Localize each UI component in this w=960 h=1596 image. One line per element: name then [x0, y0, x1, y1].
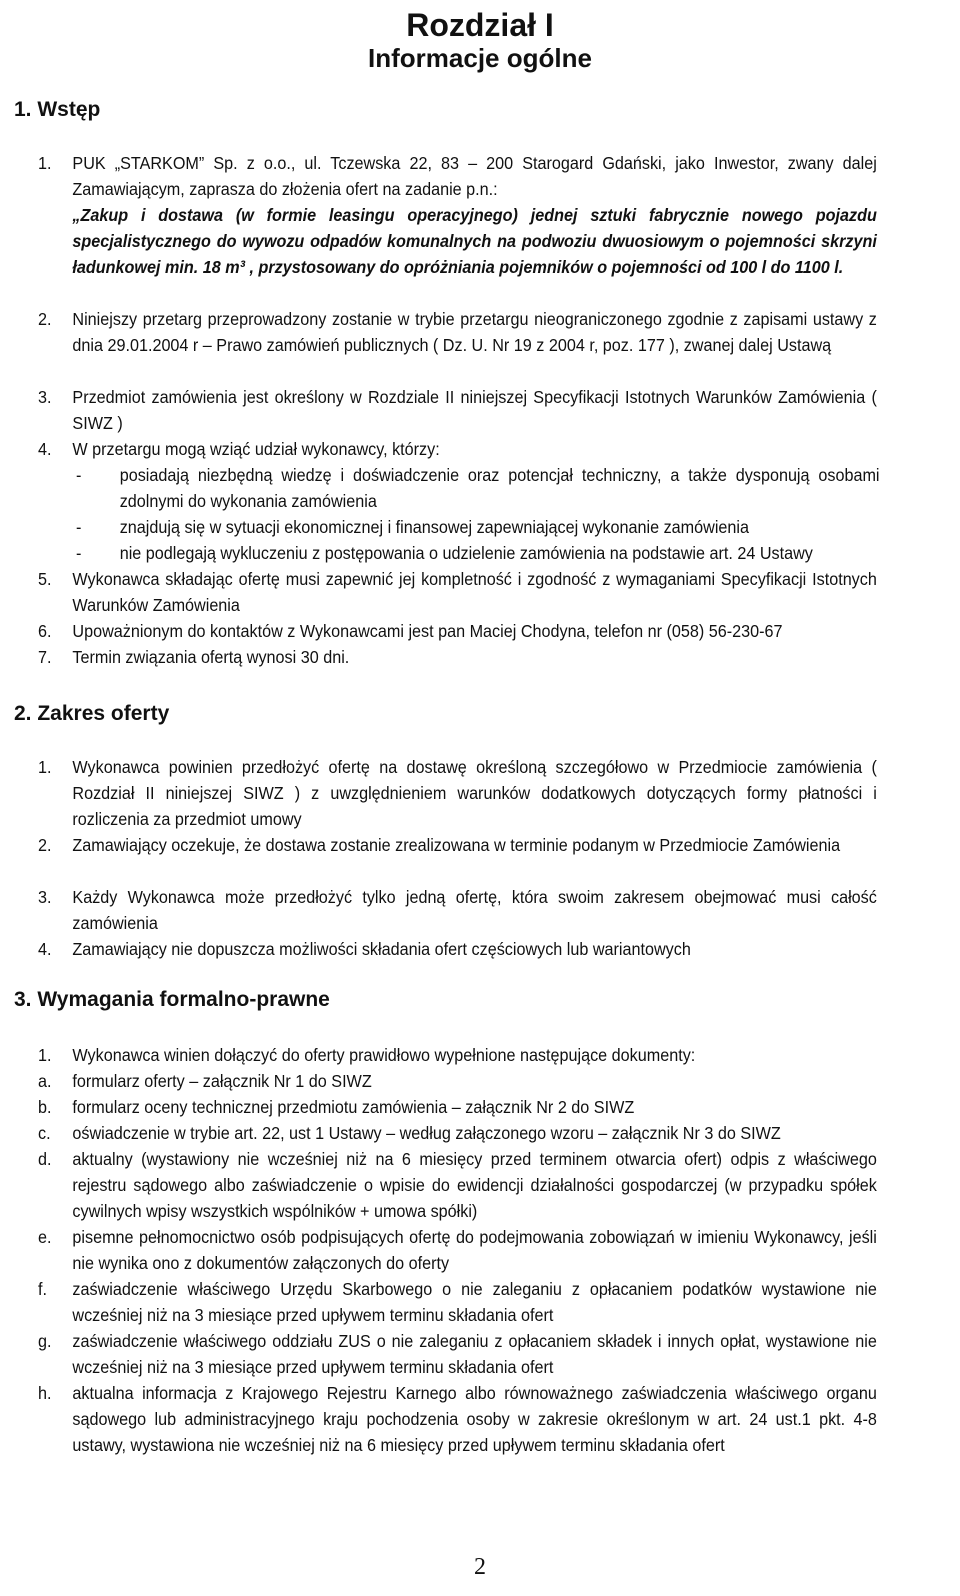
intro-item-6: [38, 618, 877, 644]
chapter-title: Rozdział I: [406, 7, 554, 43]
item-text: Wykonawca składając ofertę musi zapewnić jej kompletność i zgodność z wymaganiami Specyfikacji Istotnych Warunków Zamówienia: [72, 569, 877, 615]
formal-item-b: [38, 1094, 877, 1120]
chapter-subtitle: Informacje ogólne: [368, 43, 592, 73]
formal-item-1: [38, 1042, 877, 1068]
section-heading-introduction: 1. Wstęp: [14, 98, 101, 121]
item-number: 3.: [38, 387, 52, 407]
dash-item-3: [76, 540, 880, 566]
scope-item-2: [38, 832, 877, 858]
intro-item-4: [38, 436, 877, 462]
formal-item-d: [38, 1146, 877, 1224]
dash-text: posiadają niezbędną wiedzę i doświadczenie oraz potencjał techniczny, a także dysponują osobami zdolnymi do wykonania zamówienia: [119, 465, 880, 511]
item-number: 1.: [38, 1045, 52, 1065]
item-letter: g.: [38, 1331, 52, 1351]
section-heading-scope: 2. Zakres oferty: [14, 702, 170, 725]
item-text: W przetargu mogą wziąć udział wykonawcy, którzy:: [72, 439, 440, 459]
item-text: PUK „STARKOM” Sp. z o.o., ul. Tczewska 22, 83 – 200 Starogard Gdański, jako Inwestor, zwany dalej Zamawiającym, zaprasza do złożenia ofert na zadanie p.n.:: [72, 153, 877, 199]
intro-item-2: [38, 306, 877, 358]
item-text: formularz oferty – załącznik Nr 1 do SIWZ: [72, 1071, 372, 1091]
item-text: aktualna informacja z Krajowego Rejestru Karnego albo równoważnego zaświadczenia właściwego organu sądowego lub administracyjnego kraju pochodzenia osoby w zakresie określonym w art. 24 ust.1 pkt. 4-8 ustawy, wystawiona nie wcześniej niż na 6 miesięcy przed upływem terminu składania ofert: [72, 1383, 877, 1455]
intro-item-5: [38, 566, 877, 618]
item-letter: d.: [38, 1149, 52, 1169]
item-number: 4.: [38, 939, 52, 959]
item-text: Wykonawca winien dołączyć do oferty prawidłowo wypełnione następujące dokumenty:: [72, 1045, 696, 1065]
formal-item-e: [38, 1224, 877, 1276]
formal-item-c: [38, 1120, 877, 1146]
item-text: pisemne pełnomocnictwo osób podpisujących ofertę do podejmowania zobowiązań w imieniu Wykonawcy, jeśli nie wynika ono z dokumentów załączonych do oferty: [72, 1227, 877, 1273]
item-text: Termin związania ofertą wynosi 30 dni.: [72, 647, 350, 667]
formal-item-a: [38, 1068, 877, 1094]
formal-item-h: [38, 1380, 877, 1458]
intro-item-7: [38, 644, 877, 670]
scope-item-4: [38, 936, 877, 962]
section-heading-formal-requirements: 3. Wymagania formalno-prawne: [14, 988, 330, 1011]
item-letter: a.: [38, 1071, 52, 1091]
item-text: Niniejszy przetarg przeprowadzony zostanie w trybie przetargu nieograniczonego zgodnie z zapisami ustawy z dnia 29.01.2004 r – Prawo zamówień publicznych ( Dz. U. Nr 19 z 2004 r, poz. 177 ), zwanej dalej Ustawą: [72, 309, 877, 355]
item-text: Zamawiający nie dopuszcza możliwości składania ofert częściowych lub wariantowych: [72, 939, 691, 959]
tender-subject-text: „Zakup i dostawa (w formie leasingu operacyjnego) jednej sztuki fabrycznie nowego pojazdu specjalistycznego do wywozu odpadów komunalnych na podwoziu dwuosiowym o pojemności skrzyni ładunkowej min. 18 m³ , przystosowany do opróżniania pojemników o pojemności od 100 l do 1100 l.: [72, 205, 877, 277]
item-text: Zamawiający oczekuje, że dostawa zostanie zrealizowana w terminie podanym w Przedmiocie Zamówienia: [72, 835, 841, 855]
item-text: formularz oceny technicznej przedmiotu zamówienia – załącznik Nr 2 do SIWZ: [72, 1097, 635, 1117]
item-number: 1.: [38, 757, 52, 777]
dash-marker: -: [76, 517, 82, 537]
page-number: 2: [474, 1554, 486, 1580]
item-letter: h.: [38, 1383, 52, 1403]
dash-marker: -: [76, 543, 82, 563]
item-number: 2.: [38, 835, 52, 855]
item-letter: b.: [38, 1097, 52, 1117]
item-letter: e.: [38, 1227, 52, 1247]
intro-item-1: [38, 150, 877, 202]
item-letter: f.: [38, 1279, 47, 1299]
item-number: 1.: [38, 153, 52, 173]
intro-item-3: [38, 384, 877, 436]
item-text: aktualny (wystawiony nie wcześniej niż na 6 miesięcy przed terminem otwarcia ofert) odpis z właściwego rejestru sądowego albo zaświadczenie o wpisie do ewidencji działalności gospodarczej (w przypadku spółek cywilnych wpisy wszystkich wspólników + umowa spółki): [72, 1149, 877, 1221]
dash-marker: -: [76, 465, 82, 485]
tender-subject: [38, 202, 877, 280]
item-number: 5.: [38, 569, 52, 589]
dash-item-1: [76, 462, 880, 514]
scope-item-1: [38, 754, 877, 832]
item-number: 4.: [38, 439, 52, 459]
item-number: 6.: [38, 621, 52, 641]
item-text: Każdy Wykonawca może przedłożyć tylko jedną ofertę, która swoim zakresem obejmować musi całość zamówienia: [72, 887, 877, 933]
formal-item-g: [38, 1328, 877, 1380]
item-text: Wykonawca powinien przedłożyć ofertę na dostawę określoną szczegółowo w Przedmiocie zamówienia ( Rozdział II niniejszej SIWZ ) z uwzględnieniem warunków dodatkowych dotyczących formy płatności i rozliczenia za przedmiot umowy: [72, 757, 877, 829]
formal-item-f: [38, 1276, 877, 1328]
item-text: zaświadczenie właściwego Urzędu Skarbowego o nie zaleganiu z opłacaniem podatków wystawione nie wcześniej niż na 3 miesiące przed upływem terminu składania ofert: [72, 1279, 877, 1325]
scope-item-3: [38, 884, 877, 936]
item-number: 2.: [38, 309, 52, 329]
item-number: 7.: [38, 647, 52, 667]
item-text: zaświadczenie właściwego oddziału ZUS o nie zaleganiu z opłacaniem składek i innych opłat, wystawione nie wcześniej niż na 3 miesiące przed upływem terminu składania ofert: [72, 1331, 877, 1377]
item-letter: c.: [38, 1123, 51, 1143]
dash-item-2: [76, 514, 880, 540]
item-text: Przedmiot zamówienia jest określony w Rozdziale II niniejszej Specyfikacji Istotnych Warunków Zamówienia ( SIWZ ): [72, 387, 877, 433]
item-text: oświadczenie w trybie art. 22, ust 1 Ustawy – według załączonego wzoru – załącznik Nr 3 do SIWZ: [72, 1123, 781, 1143]
dash-text: nie podlegają wykluczeniu z postępowania o udzielenie zamówienia na podstawie art. 24 Ustawy: [119, 543, 813, 563]
item-text: Upoważnionym do kontaktów z Wykonawcami jest pan Maciej Chodyna, telefon nr (058) 56-230-67: [72, 621, 783, 641]
dash-text: znajdują się w sytuacji ekonomicznej i finansowej zapewniającej wykonanie zamówienia: [119, 517, 750, 537]
item-number: 3.: [38, 887, 52, 907]
